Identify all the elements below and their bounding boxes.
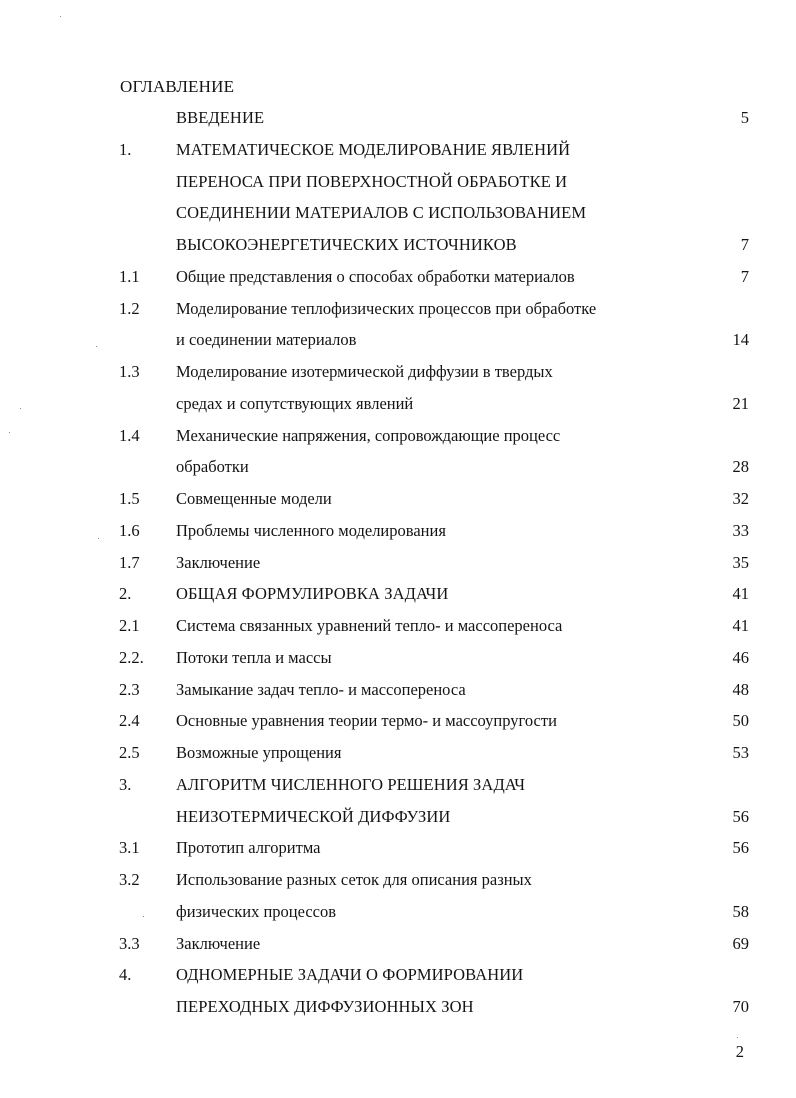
toc-line [0, 896, 796, 928]
toc-section-number: 2.4 [119, 711, 140, 731]
toc-line [0, 705, 796, 737]
toc-line [0, 991, 796, 1023]
toc-section-title: Основные уравнения теории термо- и массоупругости [176, 711, 557, 731]
toc-section-title: Общие представления о способах обработки материалов [176, 266, 575, 286]
toc-section-number: 3.2 [119, 870, 140, 889]
toc-page-number: 50 [732, 711, 749, 731]
scan-speck [60, 16, 61, 17]
scan-speck [737, 1037, 738, 1038]
toc-line [0, 864, 796, 896]
toc-section-number: 2.2. [119, 647, 144, 667]
toc-line [0, 102, 796, 134]
toc-section-title: Заключение [176, 552, 261, 572]
toc-line [0, 261, 796, 293]
toc-section-title: Проблемы численного моделирования [176, 520, 446, 540]
toc-section-title: Использование разных сеток для описания разных [176, 870, 532, 889]
toc-page-number: 28 [732, 457, 749, 477]
toc-page-number: 21 [732, 393, 749, 413]
toc-page-number: 69 [732, 933, 749, 953]
toc-section-title: Совмещенные модели [176, 489, 332, 508]
toc-line [0, 229, 796, 261]
toc-line [0, 928, 796, 960]
toc-page-number: 35 [732, 552, 749, 572]
toc-section-title: Заключение [176, 933, 261, 953]
toc-line [0, 547, 796, 579]
toc-section-title: НЕИЗОТЕРМИЧЕСКОЙ ДИФФУЗИИ [176, 806, 451, 826]
page-number: 2 [735, 1042, 744, 1061]
toc-line [0, 737, 796, 769]
toc-section-title: Механические напряжения, сопровождающие процесс [176, 425, 561, 445]
toc-section-title: Замыкание задач тепло- и массопереноса [176, 679, 466, 699]
toc-page-number: 56 [732, 838, 749, 858]
toc-section-number: 2. [119, 584, 132, 604]
toc-page-number: 41 [732, 616, 749, 635]
toc-page-number: 53 [732, 743, 749, 762]
toc-section-title: ОДНОМЕРНЫЕ ЗАДАЧИ О ФОРМИРОВАНИИ [176, 965, 524, 985]
toc-line [0, 832, 796, 864]
toc-section-number: 1.6 [119, 520, 140, 540]
toc-section-title: ВЫСОКОЭНЕРГЕТИЧЕСКИХ ИСТОЧНИКОВ [176, 235, 517, 254]
toc-line [0, 293, 796, 325]
toc-section-title: ПЕРЕНОСА ПРИ ПОВЕРХНОСТНОЙ ОБРАБОТКЕ И [176, 171, 568, 191]
toc-section-title: ВВЕДЕНИЕ [176, 108, 265, 127]
toc-line [0, 515, 796, 547]
table-of-contents-heading: ОГЛАВЛЕНИЕ [120, 77, 235, 96]
toc-section-number: 1.3 [119, 362, 140, 381]
toc-line [0, 356, 796, 388]
toc-line [0, 483, 796, 515]
toc-page-number: 48 [732, 679, 749, 699]
toc-line [0, 197, 796, 229]
toc-section-title: Потоки тепла и массы [176, 647, 332, 667]
toc-section-title: обработки [176, 457, 249, 477]
toc-section-title: Моделирование изотермической диффузии в твердых [176, 362, 553, 381]
toc-section-title: СОЕДИНЕНИИ МАТЕРИАЛОВ С ИСПОЛЬЗОВАНИЕМ [176, 203, 587, 223]
toc-line [0, 959, 796, 991]
toc-page-number: 58 [732, 901, 749, 921]
toc-page-number: 46 [732, 647, 749, 667]
toc-page-number: 41 [732, 584, 749, 604]
toc-line [0, 801, 796, 833]
toc-line [0, 451, 796, 483]
toc-section-number: 1.4 [119, 425, 140, 445]
toc-line [0, 166, 796, 198]
toc-section-title: АЛГОРИТМ ЧИСЛЕННОГО РЕШЕНИЯ ЗАДАЧ [176, 774, 526, 794]
toc-section-title: ОБЩАЯ ФОРМУЛИРОВКА ЗАДАЧИ [176, 584, 449, 604]
toc-section-number: 2.3 [119, 679, 140, 699]
toc-line [0, 642, 796, 674]
toc-section-title: средах и сопутствующих явлений [176, 393, 414, 413]
toc-section-title: Возможные упрощения [176, 743, 342, 762]
toc-page-number: 5 [740, 108, 749, 127]
toc-section-title: Система связанных уравнений тепло- и массопереноса [176, 616, 563, 635]
toc-line [0, 134, 796, 166]
toc-page-number: 7 [740, 266, 749, 286]
toc-section-number: 1.5 [119, 489, 140, 508]
toc-section-title: Моделирование теплофизических процессов при обработке [176, 298, 597, 318]
toc-section-number: 2.1 [119, 616, 140, 635]
table-of-contents [0, 102, 796, 1023]
toc-section-number: 1.1 [119, 266, 140, 286]
toc-section-number: 3. [119, 774, 132, 794]
toc-section-number: 3.3 [119, 933, 140, 953]
toc-section-title: МАТЕМАТИЧЕСКОЕ МОДЕЛИРОВАНИЕ ЯВЛЕНИЙ [176, 139, 571, 159]
toc-section-number: 3.1 [119, 838, 140, 858]
toc-line [0, 674, 796, 706]
toc-section-title: и соединении материалов [176, 330, 357, 350]
toc-line [0, 420, 796, 452]
toc-section-title: Прототип алгоритма [176, 838, 321, 858]
toc-page-number: 14 [732, 330, 749, 350]
toc-page-number: 32 [732, 489, 749, 508]
toc-section-number: 1. [119, 139, 132, 159]
toc-page-number: 56 [732, 806, 749, 826]
toc-section-title: ПЕРЕХОДНЫХ ДИФФУЗИОННЫХ ЗОН [176, 997, 474, 1016]
toc-section-number: 1.2 [119, 298, 140, 318]
toc-page-number: 33 [732, 520, 749, 540]
toc-section-title: физических процессов [176, 901, 337, 921]
toc-line [0, 578, 796, 610]
toc-section-number: 4. [119, 965, 132, 985]
toc-line [0, 324, 796, 356]
toc-line [0, 388, 796, 420]
toc-page-number: 7 [740, 235, 749, 254]
toc-page-number: 70 [732, 997, 749, 1016]
toc-line [0, 610, 796, 642]
toc-line [0, 769, 796, 801]
toc-section-number: 2.5 [119, 743, 140, 762]
toc-section-number: 1.7 [119, 552, 140, 572]
